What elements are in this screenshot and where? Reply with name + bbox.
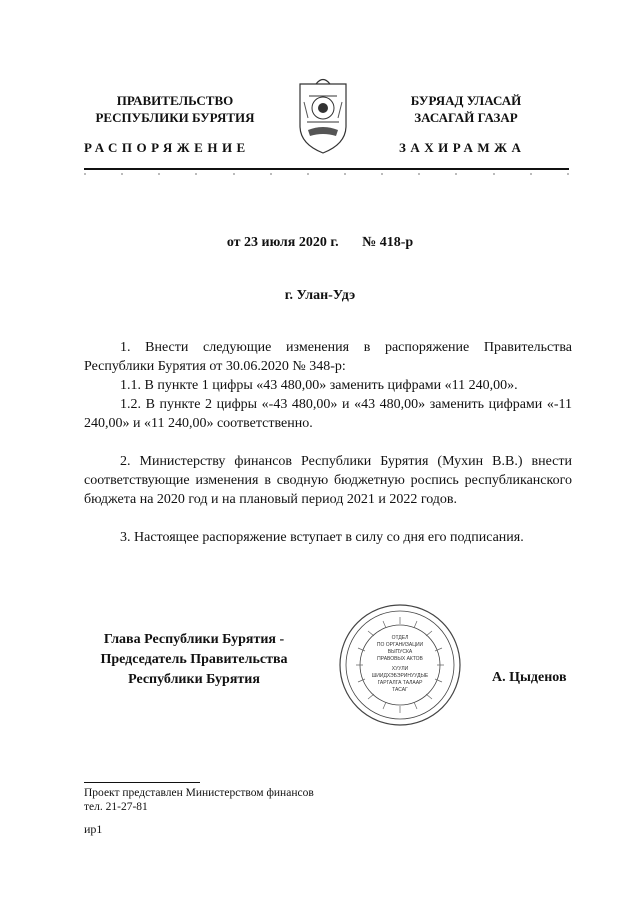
- paragraph-3: 3. Настоящее распоряжение вступает в силу со дня его подписания.: [120, 530, 524, 545]
- signatory-title: [84, 630, 304, 690]
- svg-text:ПО ОРГАНИЗАЦИИ: ПО ОРГАНИЗАЦИИ: [376, 642, 424, 648]
- svg-text:ГАРГАЛГА ТАЛААР: ГАРГАЛГА ТАЛААР: [377, 680, 423, 686]
- footer-line-1: Проект представлен Министерством финансов: [84, 787, 314, 799]
- svg-text:ПРАВОВЫХ АКТОВ: ПРАВОВЫХ АКТОВ: [377, 656, 423, 662]
- header-dotted-rule: [84, 172, 569, 176]
- document-date: от 23 июля 2020 г.: [226, 235, 339, 250]
- svg-text:ВЫПУСКА: ВЫПУСКА: [387, 649, 413, 655]
- official-seal-stamp: [338, 603, 462, 727]
- coat-of-arms-icon: [296, 74, 350, 156]
- issuer-line-1: ПРАВИТЕЛЬСТВО: [116, 93, 234, 108]
- header-divider: [84, 168, 569, 170]
- signatory-title-line-2: Председатель Правительства: [100, 652, 288, 667]
- paragraph-2: 2. Министерству финансов Республики Бурятия (Мухин В.В.) внести соответствующие изменения в сводную бюджетную роспись республиканского бюджета на 2020 год и на плановый период 2021 и 2022 годов.: [84, 454, 572, 507]
- issuer-name-buryat: [382, 92, 550, 126]
- svg-text:ШИИДХЭБЭРИНУУДЫЕ: ШИИДХЭБЭРИНУУДЫЕ: [371, 673, 429, 679]
- issuer-line-2-bur: ЗАСАГАЙ ГАЗАР: [414, 110, 518, 125]
- issuer-line-2: РЕСПУБЛИКИ БУРЯТИЯ: [95, 110, 255, 125]
- signatory-title-line-3: Республики Бурятия: [128, 672, 260, 687]
- paragraph-1: 1. Внести следующие изменения в распоряжение Правительства Республики Бурятия от 30.06.2020 № 348-р:: [84, 340, 572, 374]
- document-city: г. Улан-Удэ: [284, 288, 356, 303]
- svg-text:ОТДЕЛ: ОТДЕЛ: [391, 635, 409, 641]
- document-body: [84, 338, 572, 547]
- svg-text:ХУУЛИ: ХУУЛИ: [391, 666, 409, 672]
- doc-type-buryat: ЗАХИРАМЖА: [399, 140, 526, 155]
- paragraph-1-2: 1.2. В пункте 2 цифры «-43 480,00» и «43 480,00» заменить цифрами «-11 240,00» и «11 240,00» соответственно.: [84, 397, 572, 431]
- issuer-name-russian: [80, 92, 270, 126]
- doc-type-russian: РАСПОРЯЖЕНИЕ: [84, 140, 250, 155]
- svg-text:ТАСАГ: ТАСАГ: [392, 687, 408, 693]
- registration-code: ир1: [84, 822, 103, 836]
- signatory-name: А. Цыденов: [492, 670, 567, 685]
- document-number: № 418-р: [362, 235, 414, 250]
- footer-rule: [84, 782, 200, 783]
- paragraph-1-1: 1.1. В пункте 1 цифры «43 480,00» заменить цифрами «11 240,00».: [120, 378, 518, 393]
- signatory-title-line-1: Глава Республики Бурятия -: [103, 632, 285, 647]
- footer-note: [84, 786, 314, 814]
- document-date-number: [0, 235, 640, 251]
- issuer-line-1-bur: БУРЯАД УЛАСАЙ: [410, 93, 522, 108]
- footer-line-2: тел. 21-27-81: [84, 801, 148, 813]
